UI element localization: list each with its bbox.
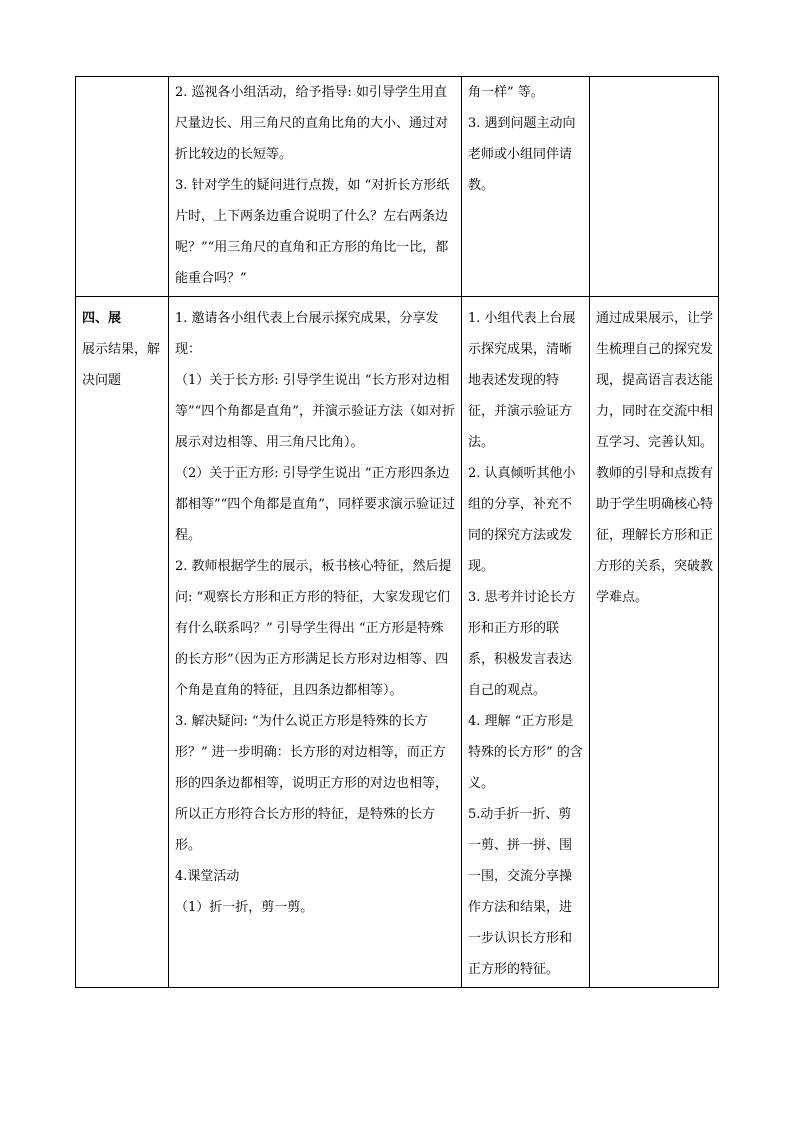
stage-cell bbox=[76, 297, 169, 988]
paragraph: 4. 理解 “正方形是特殊的长方形” 的含义。 bbox=[468, 714, 583, 791]
design-intent-cell bbox=[590, 297, 719, 988]
teacher-activity-cell bbox=[169, 77, 462, 297]
paragraph: 3. 思考并讨论长方形和正方形的联系，积极发言表达自己的观点。 bbox=[468, 590, 576, 698]
student-activity-cell bbox=[462, 297, 590, 988]
paragraph: 2. 认真倾听其他小组的分享，补充不同的探究方法或发现。 bbox=[468, 466, 576, 574]
paragraph: 1. 小组代表上台展示探究成果，清晰地表述发现的特征，并演示验证方法。 bbox=[468, 311, 576, 450]
paragraph: 1. 邀请各小组代表上台展示探究成果，分享发现： bbox=[175, 311, 439, 357]
paragraph: 3. 遇到问题主动向老师或小组同伴请教。 bbox=[468, 116, 576, 193]
design-intent-cell bbox=[590, 77, 719, 297]
paragraph: （2）关于正方形: 引导学生说出 “正方形四条边都相等”“四个角都是直角”，同样要求演示验证过程。 bbox=[175, 466, 455, 543]
lesson-plan-table bbox=[75, 76, 719, 988]
paragraph: 3. 解决疑问: “为什么说正方形是特殊的长方形？” 进一步明确：长方形的对边相等，而正方形的四条边都相等，说明正方形的对边也相等，所以正方形符合长方形的特征，是特殊的长方形。 bbox=[175, 714, 449, 853]
paragraph: 3. 针对学生的疑问进行点拨，如 “对折长方形纸片时，上下两条边重合说明了什么？左右两条边呢？”“用三角尺的直角和正方形的角比一比，都能重合吗？” bbox=[175, 178, 450, 286]
stage-title: 四、展 bbox=[82, 311, 122, 326]
stage-subtitle: 展示结果，解决问题 bbox=[82, 342, 161, 388]
paragraph: 角一样” 等。 bbox=[468, 85, 544, 100]
paragraph: 2. 巡视各小组活动，给予指导: 如引导学生用直尺量边长、用三角尺的直角比角的大小、通过对折比较边的长短等。 bbox=[175, 85, 449, 162]
student-activity-cell bbox=[462, 77, 590, 297]
table-row bbox=[76, 297, 719, 988]
table-row bbox=[76, 77, 719, 297]
paragraph: 5.动手折一折、剪一剪、拼一拼、围一围，交流分享操作方法和结果，进一步认识长方形和正方形的特征。 bbox=[468, 807, 573, 977]
paragraph: （1）关于长方形: 引导学生说出 “长方形对边相等”“四个角都是直角”，并演示验证方法（如对折展示对边相等、用三角尺比角）。 bbox=[175, 373, 455, 450]
paragraph: 通过成果展示，让学生梳理自己的探究发现，提高语言表达能力，同时在交流中相互学习、完善认知。教师的引导和点拨有助于学生明确核心特征，理解长方形和正方形的关系，突破教学难点。 bbox=[596, 311, 714, 605]
paragraph: 4.课堂活动 bbox=[175, 869, 240, 884]
paragraph: （1）折一折，剪一剪。 bbox=[175, 900, 314, 915]
stage-cell bbox=[76, 77, 169, 297]
teacher-activity-cell bbox=[169, 297, 462, 988]
paragraph: 2. 教师根据学生的展示，板书核心特征，然后提问: “观察长方形和正方形的特征，大家发现它们有什么联系吗？” 引导学生得出 “正方形是特殊的长方形”（因为正方形满足长方形对边相等、四个角是直角的特征，且四条边都相等）。 bbox=[175, 559, 452, 698]
